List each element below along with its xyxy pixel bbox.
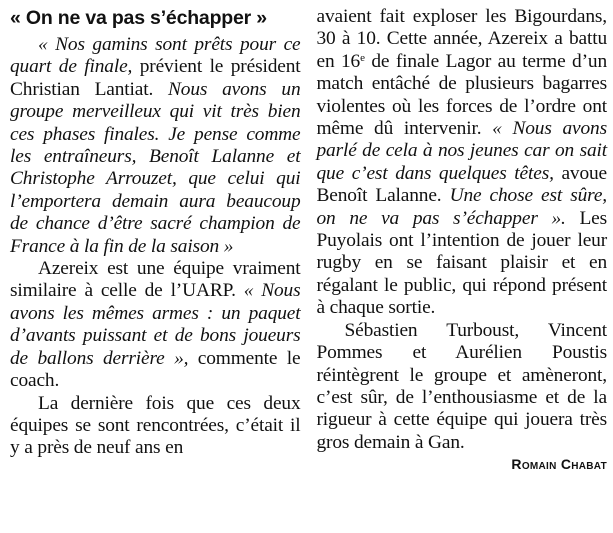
attribution-lalanne: avoue Benoît Lalanne.: [316, 162, 608, 207]
paragraph-azereix: [10, 258, 301, 392]
quote-lalanne-a: « Nous avons parlé de cela à nos jeunes car on sait que c’est dans quelques têtes,: [316, 118, 608, 184]
paragraph-president: [10, 34, 301, 258]
azereix-text: Azereix est une équipe vraiment similaire à celle de l’UARP.: [10, 258, 301, 302]
quote-lalanne-b: Une chose est sûre, on ne va pas s’échapper ».: [316, 185, 607, 229]
players-text: Sébastien Turboust, Vincent Pommes et Aurélien Poustis réintègrent le groupe et amèneront, c’est sûr, de l’enthousiasme et de la rigueur à cette équipe qui jouera très gros demain à Gan.: [316, 319, 607, 453]
continued-text-b: de finale Lagor au terme d’un match entâché de plusieurs bagarres violentes où les forces de l’ordre ont même dû intervenir.: [316, 50, 608, 140]
continued-text-a: avaient fait exploser les Bigourdans, 30 à 10. Cette année, Azereix a battu en 16: [316, 6, 607, 72]
attribution-president: prévient le président Christian Lantiat.: [10, 56, 301, 100]
ordinal-suffix: e: [360, 51, 365, 64]
article-heading: « On ne va pas s’échapper »: [10, 7, 267, 29]
author-signature: Romain Chabat: [511, 456, 607, 473]
paragraph-last-meeting-continued: [317, 6, 608, 320]
paragraph-last-meeting: [10, 393, 301, 460]
column-right: [317, 6, 608, 533]
quote-president-a: « Nos gamins sont prêts pour ce quart de finale,: [10, 34, 301, 78]
column-left: [10, 6, 301, 533]
paragraph-players: [317, 320, 608, 454]
puyolais-text: Les Puyolais ont l’intention de jouer leur rugby en se faisant plaisir et en régalant le public, qui répond présent à chaque sortie.: [316, 207, 607, 319]
attribution-coach: commente le coach.: [10, 347, 301, 392]
quote-coach: « Nous avons les mêmes armes : un paquet d’avants puissant et de bons joueurs de ballons derrière »,: [10, 280, 301, 369]
quote-president-b: Nous avons un groupe merveilleux qui vit très bien ces phases finales. Je pense comme les entraîneurs, Benoît Lalanne et Christophe Arrouzet, que celui qui l’emportera demain aura beaucoup de chance d’être sacré champion de France à la fin de la saison »: [10, 78, 301, 257]
last-meeting-text: La dernière fois que ces deux équipes se sont rencontrées, c’était il y a près de neuf ans en: [10, 392, 301, 459]
